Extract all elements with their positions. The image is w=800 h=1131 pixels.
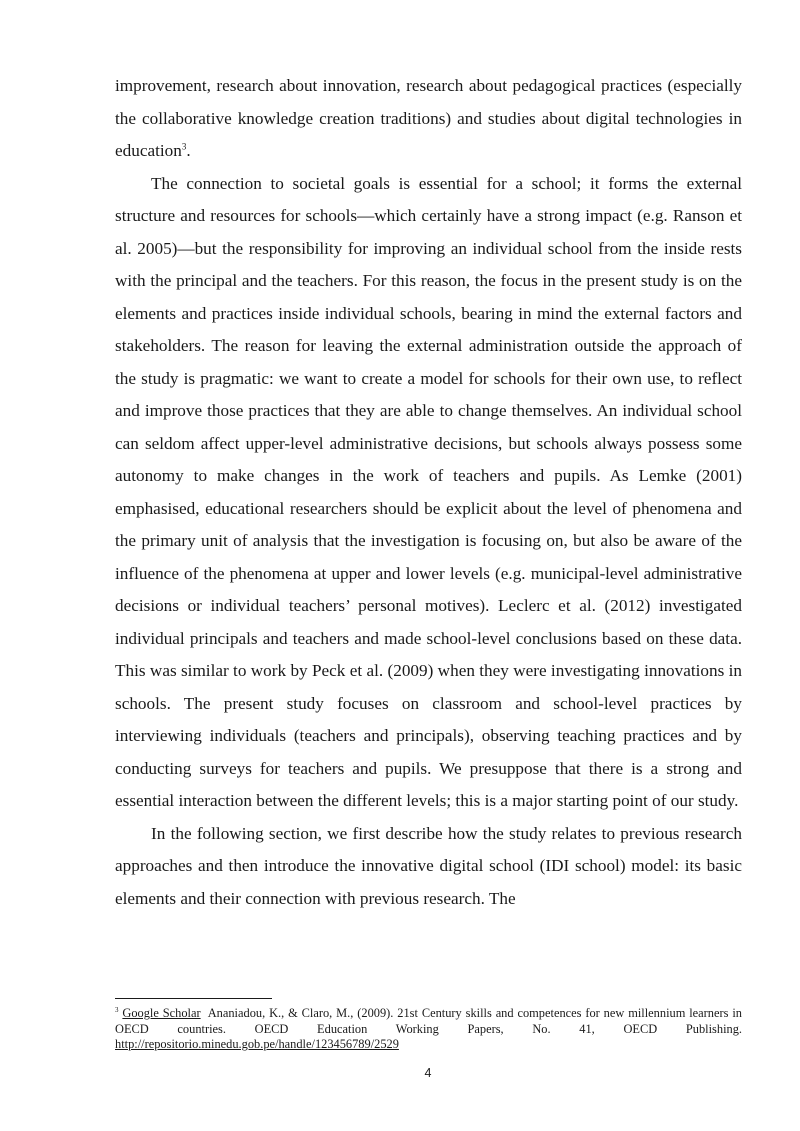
body-text [115, 70, 742, 915]
page-number: 4 [424, 1066, 432, 1080]
footnote [115, 1006, 742, 1053]
paragraph-continuation [115, 70, 742, 168]
footnote-reference[interactable]: 3 [181, 141, 187, 152]
footnote-text: Ananiadou, K., & Claro, M., (2009). 21st Century skills and competences for new millennium learners in OECD countries. OECD Education Working Papers, No. 41, OECD Publishing. [115, 1006, 742, 1036]
paragraph-text: In the following section, we first describe how the study relates to previous research approaches and then introduce the innovative digital school (IDI school) model: its basic elements and their connection with previous research. The [115, 823, 742, 908]
google-scholar-link[interactable]: Google Scholar [122, 1006, 201, 1020]
paragraph-trailing: . [186, 141, 191, 160]
paragraph-following-section [115, 818, 742, 916]
footnote-separator [115, 998, 272, 999]
footnote-url-link[interactable]: http://repositorio.minedu.gob.pe/handle/123456789/2529 [115, 1037, 399, 1051]
footnote-marker: 3 [115, 1005, 119, 1014]
paragraph-societal-goals [115, 168, 742, 818]
paragraph-text: The connection to societal goals is essential for a school; it forms the external structure and resources for schools—which certainly have a strong impact (e.g. Ranson et al. 2005)—but the responsibility for improving an individual school from the inside rests with the principal and the teachers. For this reason, the focus in the present study is on the elements and practices inside individual schools, bearing in mind the external factors and stakeholders. The reason for leaving the external administration outside the approach of the study is pragmatic: we want to create a model for schools for their own use, to reflect and improve those practices that they are able to change themselves. An individual school can seldom affect upper-level administrative decisions, but schools always possess some autonomy to make changes in the work of teachers and pupils. As Lemke (2001) emphasised, educational researchers should be explicit about the level of phenomena and the primary unit of analysis that the investigation is focusing on, but also be aware of the influence of the phenomena at upper and lower levels (e.g. municipal-level administrative decisions or individual teachers’ personal motives). Leclerc et al. (2012) investigated individual principals and teachers and made school-level conclusions based on these data. This was similar to work by Peck et al. (2009) when they were investigating innovations in schools. The present study focuses on classroom and school-level practices by interviewing individuals (teachers and principals), observing teaching practices and by conducting surveys for teachers and pupils. We presuppose that there is a strong and essential interaction between the different levels; this is a major starting point of our study. [115, 173, 742, 810]
paragraph-text: improvement, research about innovation, research about pedagogical practices (especially the collaborative knowledge creation traditions) and studies about digital technologies in education [115, 76, 742, 160]
